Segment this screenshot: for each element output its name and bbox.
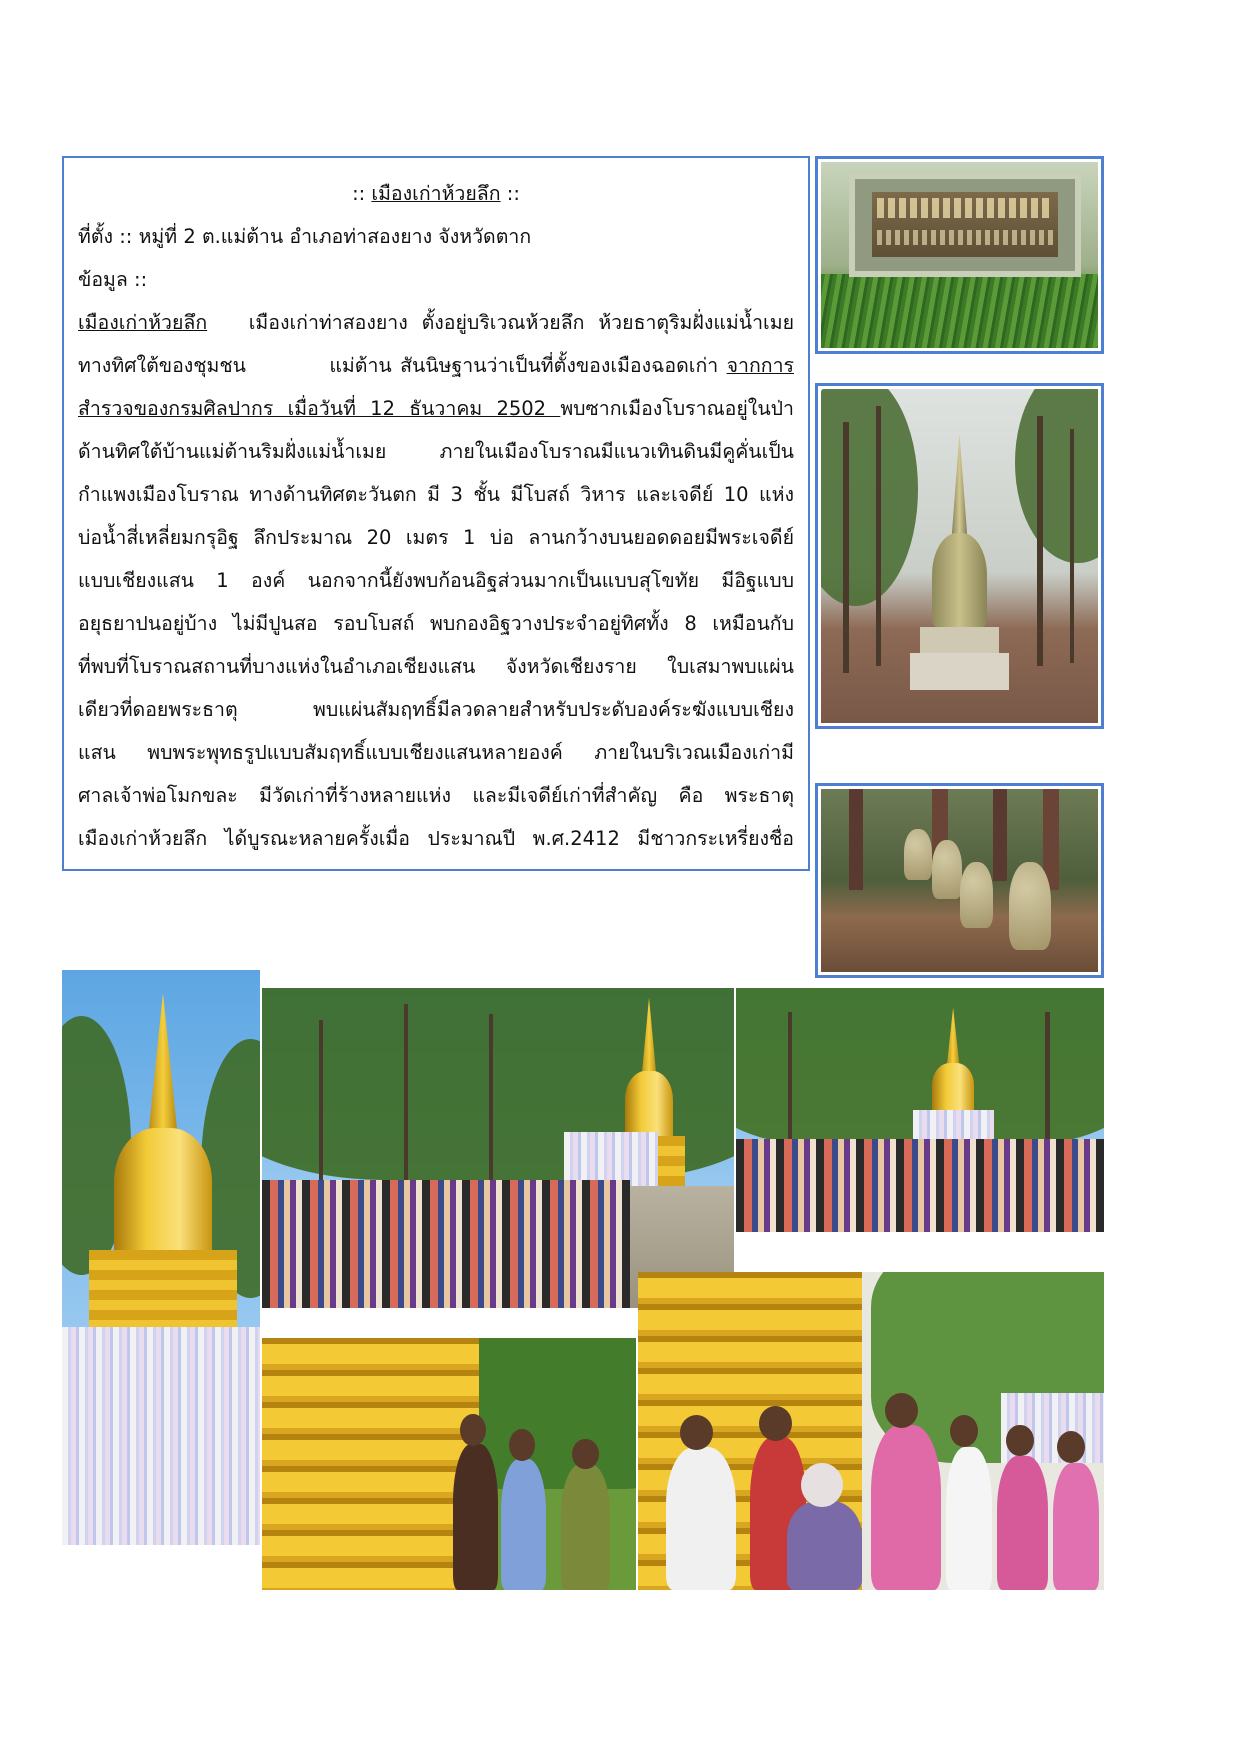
line3-underlined: สำรวจของกรมศิลปากร เมื่อวันที่ 12 ธันวาคม 2502 — [78, 397, 561, 420]
boundary-stone — [904, 829, 932, 880]
person — [561, 1464, 610, 1590]
foliage — [1015, 389, 1098, 563]
tree-trunk — [843, 422, 849, 673]
lead-underlined: เมืองเก่าห้วยลึก — [78, 311, 208, 334]
tree-trunk — [1070, 429, 1074, 663]
person — [997, 1456, 1048, 1590]
sign-board — [849, 173, 1082, 277]
grass — [821, 274, 1098, 348]
stupa-base-people-photo-2 — [638, 1272, 1104, 1590]
head — [572, 1439, 598, 1469]
title-suffix: :: — [500, 182, 520, 205]
title-prefix: :: — [352, 182, 372, 205]
head — [759, 1406, 792, 1441]
stupa-base — [920, 627, 1000, 653]
head — [801, 1463, 843, 1508]
person — [666, 1447, 736, 1590]
stupa-base — [910, 653, 1010, 689]
golden-stupa-base — [262, 1338, 479, 1590]
head — [885, 1393, 918, 1428]
article-title — [78, 172, 794, 215]
line2-plain: ทางทิศใต้ของชุมชน แม่ต้าน สันนิษฐานว่าเป็นที่ตั้งของเมืองฉอดเก่า — [78, 354, 727, 377]
paragraph-line-11: แสน พบพระพุทธรูปแบบสัมฤทธิ์แบบเชียงแสนหลายองค์ ภายในบริเวณเมืองเก่ามี — [78, 741, 794, 764]
boundary-stone — [1009, 862, 1051, 950]
ceremony-crowd-photo-2 — [736, 988, 1104, 1232]
person — [787, 1501, 862, 1590]
flag-streamers — [62, 1327, 260, 1546]
paragraph-line-5: กำแพงเมืองโบราณ ทางด้านทิศตะวันตก มี 3 ชั้น มีโบสถ์ วิหาร และเจดีย์ 10 แห่ง — [78, 483, 794, 506]
location-label: ที่ตั้ง :: — [78, 225, 139, 248]
sign-text-1 — [877, 198, 1054, 218]
line1-rest: เมืองเก่าท่าสองยาง ตั้งอยู่บริเวณห้วยลึก ห้วยธาตุริมฝั่งแม่น้ำเมย — [248, 311, 794, 334]
tree-trunk — [788, 1012, 792, 1158]
line3-rest: พบซากเมืองโบราณอยู่ในป่า — [560, 397, 794, 420]
foliage — [821, 389, 918, 606]
stupa-spire — [148, 993, 179, 1143]
line2-underlined: จากการ — [726, 354, 794, 377]
paragraph-line-7: แบบเชียงแสน 1 องค์ นอกจากนี้ยังพบก้อนอิฐส่วนมากเป็นแบบสุโขทัย มีอิฐแบบ — [78, 569, 794, 592]
paragraph-line-6: บ่อน้ำสี่เหลี่ยมกรุอิฐ ลึกประมาณ 20 เมตร 1 บ่อ ลานกว้างบนยอดดอยมีพระเจดีย์ — [78, 526, 794, 549]
golden-stupa-photo — [62, 970, 260, 1545]
stupa-spire — [952, 434, 968, 538]
info-label: ข้อมูล :: — [78, 268, 148, 291]
person — [453, 1444, 498, 1590]
article-text-box — [62, 156, 810, 871]
paragraph-line-8: อยุธยาปนอยู่บ้าง ไม่มีปูนสอ รอบโบสถ์ พบกองอิฐวางประจำอยู่ทิศทั้ง 8 เหมือนกับ — [78, 612, 794, 635]
boundary-stone — [960, 862, 993, 928]
head — [1057, 1431, 1085, 1463]
sign-text-2 — [877, 230, 1054, 245]
title-text: เมืองเก่าห้วยลึก — [371, 182, 501, 205]
paragraph-line-4: ด้านทิศใต้บ้านแม่ต้านริมฝั่งแม่น้ำเมย ภายในเมืองโบราณมีแนวเทินดินมีคูคั่นเป็น — [78, 440, 794, 463]
paragraph-line-12: ศาลเจ้าพ่อโมกขละ มีวัดเก่าที่ร้างหลายแห่ง และมีเจดีย์เก่าที่สำคัญ คือ พระธาตุ — [78, 784, 794, 807]
tree-trunk — [1037, 416, 1043, 667]
stupa-bell — [625, 1071, 673, 1140]
paragraph-line-10: เดียวที่ดอยพระธาตุ พบแผ่นสัมฤทธิ์มีลวดลายสำหรับประดับองค์ระฆังแบบเชียง — [78, 698, 794, 721]
boundary-stone — [932, 840, 962, 899]
stupa-spire — [641, 998, 656, 1079]
golden-stupa — [86, 993, 240, 1350]
person — [501, 1459, 546, 1590]
paragraph-line-2 — [78, 344, 794, 387]
stupa-base-people-photo-1 — [262, 1338, 636, 1590]
seated-crowd — [262, 1180, 630, 1308]
tree-trunk — [1045, 1012, 1049, 1158]
paragraph-line-13: เมืองเก่าห้วยลึก ได้บูรณะหลายครั้งเมื่อ ประมาณปี พ.ศ.2412 มีชาวกระเหรี่ยงชื่อ — [78, 827, 794, 850]
tree-trunk — [993, 789, 1007, 881]
person — [1053, 1463, 1100, 1590]
boundary-stones-photo — [815, 783, 1104, 978]
seated-crowd — [736, 1139, 1104, 1232]
stupa-spire — [946, 1008, 959, 1069]
head — [509, 1429, 535, 1462]
tree-trunk — [849, 789, 863, 890]
old-stupa-photo — [815, 383, 1104, 729]
paragraph-line-3 — [78, 387, 794, 430]
paragraph-line-9: ที่พบที่โบราณสถานที่บางแห่งในอำเภอเชียงแสน จังหวัดเชียงราย ใบเสมาพบแผ่น — [78, 655, 794, 678]
tree-trunk — [489, 1014, 494, 1206]
location-value: หมู่ที่ 2 ต.แม่ต้าน อำเภอท่าสองยาง จังหวัดตาก — [138, 225, 532, 248]
head — [950, 1415, 978, 1447]
ceremony-crowd-photo-1 — [262, 988, 734, 1308]
head — [680, 1415, 713, 1450]
person — [946, 1447, 993, 1590]
person — [871, 1425, 941, 1590]
paragraph-line-1 — [78, 301, 794, 344]
stupa-bell — [932, 1063, 974, 1116]
stupa-bell — [932, 533, 988, 627]
stupa-bell — [114, 1128, 213, 1256]
old-stupa — [910, 429, 1010, 690]
tree-trunk — [876, 406, 880, 667]
location-line — [78, 215, 794, 258]
sign-photo — [815, 156, 1104, 354]
